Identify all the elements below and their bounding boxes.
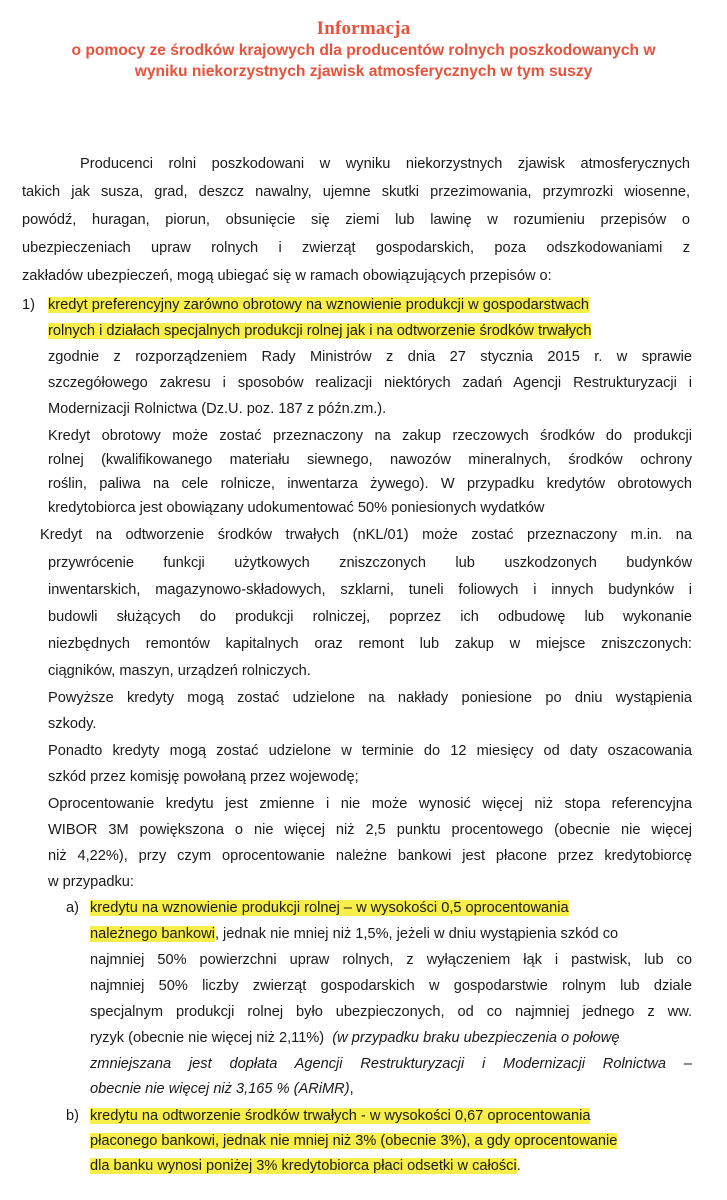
oprocentowanie-line-1: Oprocentowanie kredytu jest zmienne i nie może wynosić więcej niż stopa referencyjna bbox=[48, 796, 692, 812]
obrotowy-line-1: Kredyt obrotowy może zostać przeznaczony na zakup rzeczowych środków do produkcji bbox=[48, 428, 692, 444]
odtworzenie-line-3: inwentarskich, magazynowo-składowych, szklarni, tuneli foliowych i innych budynków i bbox=[48, 582, 692, 598]
ponadto-line-2: szkód przez komisję powołaną przez wojewodę; bbox=[48, 769, 359, 785]
item-a-line-2 bbox=[90, 924, 692, 944]
item-b-highlight-1: kredytu na odtworzenie środków trwałych - w wysokości 0,67 oprocentowania bbox=[90, 1108, 591, 1124]
item-b-line-1 bbox=[90, 1106, 692, 1126]
item-a-line-6-italic: (w przypadku braku ubezpieczenia o połowę bbox=[332, 1030, 620, 1046]
item-a-line-7: zmniejszana jest dopłata Agencji Restrukturyzacji i Modernizacji Rolnictwa – bbox=[90, 1056, 692, 1072]
intro-line-1: Producenci rolni poszkodowani w wyniku niekorzystnych zjawisk atmosferycznych bbox=[80, 156, 690, 172]
item-a-line-8 bbox=[90, 1079, 354, 1099]
item-b-line-3 bbox=[90, 1156, 521, 1176]
item-b-highlight-3: dla banku wynosi poniżej 3% kredytobiorca płaci odsetki w całości bbox=[90, 1158, 517, 1174]
item-a-line-4: najmniej 50% liczby zwierząt gospodarskich w gospodarstwie rolnym lub dziale bbox=[90, 978, 692, 994]
item-b-line-2 bbox=[90, 1131, 692, 1151]
obrotowy-line-3: roślin, paliwa na cele rolnicze, inwentarza żywego). W przypadku kredytów obrotowych bbox=[48, 476, 692, 492]
intro-line-4: ubezpieczeniach upraw rolnych i zwierząt gospodarskich, poza odszkodowaniami z bbox=[22, 240, 690, 256]
item-1-marker: 1) bbox=[22, 297, 35, 313]
intro-line-2: takich jak susza, grad, deszcz nawalny, ujemne skutki przezimowania, przymrozki wiosenne, bbox=[22, 184, 690, 200]
item-a-highlight-2: należnego bankowi bbox=[90, 926, 215, 942]
document-subtitle bbox=[20, 40, 707, 82]
item-a-line-5: specjalnym produkcji rolnej było ubezpieczonych, od co najmniej jednego z ww. bbox=[90, 1004, 692, 1020]
odtworzenie-line-6: ciągników, maszyn, urządzeń rolniczych. bbox=[48, 663, 311, 679]
ponadto-line-1: Ponadto kredyty mogą zostać udzielone w terminie do 12 miesięcy od daty oszacowania bbox=[48, 743, 692, 759]
odtworzenie-line-5: niezbędnych remontów kapitalnych oraz remont lub zakup w miejsce zniszczonych: bbox=[48, 636, 692, 652]
obrotowy-line-2: rolnej (kwalifikowanego materiału siewnego, nawozów mineralnych, środków ochrony bbox=[48, 452, 692, 468]
item-b-line-3-tail: . bbox=[516, 1158, 521, 1174]
item-1-line-1 bbox=[48, 295, 692, 315]
item-1-line-3: zgodnie z rozporządzeniem Rady Ministrów z dnia 27 stycznia 2015 r. w sprawie bbox=[48, 349, 692, 365]
odtworzenie-line-1: Kredyt na odtworzenie środków trwałych (nKL/01) może zostać przeznaczony m.in. na bbox=[40, 527, 692, 543]
item-1-highlight-1: kredyt preferencyjny zarówno obrotowy na wznowienie produkcji w gospodarstwach bbox=[48, 297, 590, 313]
item-1-line-5: Modernizacji Rolnictwa (Dz.U. poz. 187 z późn.zm.). bbox=[48, 401, 387, 417]
item-1-line-2 bbox=[48, 321, 692, 341]
item-1-highlight-2: rolnych i działach specjalnych produkcji rolnej jak i na odtworzenie środków trwałych bbox=[48, 323, 592, 339]
item-a-line-6-plain: ryzyk (obecnie nie więcej niż 2,11%) bbox=[90, 1030, 325, 1046]
intro-line-5: zakładów ubezpieczeń, mogą ubiegać się w ramach obowiązujących przepisów o: bbox=[22, 268, 552, 284]
document-title: Informacja bbox=[316, 18, 411, 39]
subtitle-line-2: wyniku niekorzystnych zjawisk atmosferycznych w tym suszy bbox=[134, 63, 593, 80]
item-a-line-8-tail: , bbox=[349, 1081, 354, 1097]
item-a-line-6 bbox=[90, 1028, 692, 1048]
powyzsze-line-2: szkody. bbox=[48, 716, 97, 732]
item-b-marker: b) bbox=[66, 1108, 79, 1124]
oprocentowanie-line-4: w przypadku: bbox=[48, 874, 134, 890]
oprocentowanie-line-2: WIBOR 3M powiększona o nie więcej niż 2,5 punktu procentowego (obecnie nie więcej bbox=[48, 822, 692, 838]
item-a-line-3: najmniej 50% powierzchni upraw rolnych, z wyłączeniem łąk i pastwisk, lub co bbox=[90, 952, 692, 968]
intro-line-3: powódź, huragan, piorun, obsunięcie się ziemi lub lawinę w rozumieniu przepisów o bbox=[22, 212, 690, 228]
oprocentowanie-line-3: niż 4,22%), przy czym oprocentowanie należne bankowi jest płacone przez kredytobiorcę bbox=[48, 848, 692, 864]
odtworzenie-line-4: budowli służących do produkcji rolniczej, poprzez ich odbudowę lub wykonanie bbox=[48, 609, 692, 625]
obrotowy-line-4: kredytobiorca jest obowiązany udokumentować 50% poniesionych wydatków bbox=[48, 500, 545, 516]
subtitle-line-1: o pomocy ze środków krajowych dla producentów rolnych poszkodowanych w bbox=[71, 42, 656, 59]
item-a-line-2-rest: , jednak nie mniej niż 1,5%, jeżeli w dniu wystąpienia szkód co bbox=[214, 926, 619, 942]
item-a-line-8-italic: obecnie nie więcej niż 3,165 % (ARiMR) bbox=[90, 1081, 350, 1097]
item-a-line-1 bbox=[90, 898, 692, 918]
item-1-line-4: szczegółowego zakresu i sposobów realizacji niektórych zadań Agencji Restrukturyzacji i bbox=[48, 375, 692, 391]
powyzsze-line-1: Powyższe kredyty mogą zostać udzielone na nakłady poniesione po dniu wystąpienia bbox=[48, 690, 692, 706]
item-b-highlight-2: płaconego bankowi, jednak nie mniej niż 3% (obecnie 3%), a gdy oprocentowanie bbox=[90, 1133, 618, 1149]
item-a-marker: a) bbox=[66, 900, 79, 916]
odtworzenie-line-2: przywrócenie funkcji użytkowych zniszczonych lub uszkodzonych budynków bbox=[48, 555, 692, 571]
item-a-highlight-1: kredytu na wznowienie produkcji rolnej – w wysokości 0,5 oprocentowania bbox=[90, 900, 569, 916]
